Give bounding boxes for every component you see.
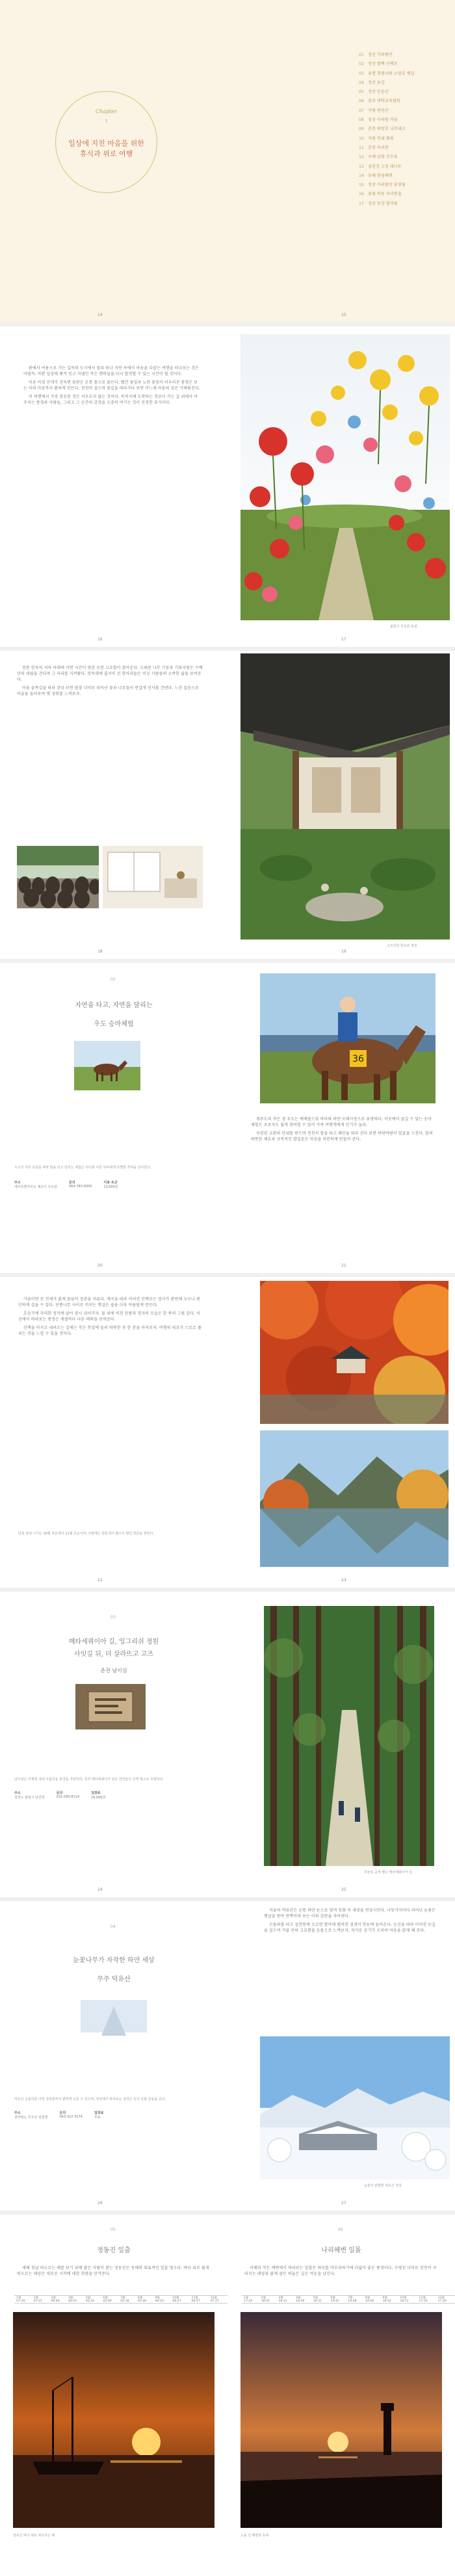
chapter-title-line2: 휴식과 위로 여행 <box>79 150 133 158</box>
info-cell <box>57 1791 79 1800</box>
paragraph: 겨울의 덕유산은 온통 하얀 눈으로 덮여 동화 속 세상을 연상시킨다. 나뭇가지마다 피어난 눈꽃은 햇살을 받아 반짝이며 보는 이의 감탄을 자아낸다. <box>264 1908 436 1919</box>
info-key: 문의 <box>56 1791 63 1795</box>
toc-label: 유림 하동 옥녀봉숲 <box>368 192 402 197</box>
page-number: 15 <box>341 313 346 317</box>
photo-caption: 노을 진 해변과 등대 <box>240 2534 269 2538</box>
info-key: 이용 요금 <box>103 1181 118 1185</box>
hanok-garden-photo <box>240 653 450 940</box>
child-on-horse-photo <box>260 973 436 1103</box>
paragraph: 전통 한옥의 처마 아래에 서면 시간이 멈춘 듯한 고요함이 찾아온다. 오래된 나무 기둥과 기와지붕은 수백 년의 세월을 견디며 그 자리를 지켜왔다. 장독대에 줄지어 선 항아리들은 이곳 사람들의 소박한 삶을 보여준다. <box>17 666 203 682</box>
chapter-label: Chapter <box>96 109 117 114</box>
toc-label: 춘천 의암호 나무데크 <box>368 127 406 132</box>
time-cell: 1월 07:39 <box>14 2296 32 2304</box>
toc-item[interactable] <box>359 181 415 190</box>
section-note: 우도의 푸른 초원을 따라 말을 타고 달리는 체험은 아이와 어른 모두에게 특별한 추억을 선사한다. <box>14 1166 151 1170</box>
toc-item[interactable] <box>359 172 415 181</box>
toc-number: 10 <box>359 136 364 141</box>
spread-autumn <box>0 1277 455 1588</box>
info-key: 주소 <box>14 1791 21 1795</box>
paragraph: 새해 첫날 떠오르는 해를 보기 위해 많은 사람이 찾는 정동진은 동해의 대표적인 일출 명소다. 바다 위로 붉게 떠오르는 태양은 새로운 시작에 대한 희망을 안겨준다. <box>17 2266 209 2276</box>
page-left <box>0 0 228 322</box>
info-key: 주소 <box>14 2111 21 2115</box>
section-title <box>228 2244 455 2254</box>
time-cell: 8월 05:40 <box>136 2296 153 2304</box>
toc-label: 정선 아리랑 마을 <box>368 118 398 123</box>
paragraph: 산책을 마치고 내려오는 길에는 작은 찻집에 들러 따뜻한 차 한 잔을 마셔보자. 여행의 피로가 스르르 풀리는 것을 느낄 수 있을 것이다. <box>18 1326 202 1336</box>
info-value: 16,000원 <box>91 1796 106 1800</box>
toc-number: 14 <box>359 173 364 178</box>
toc-number: 03 <box>359 71 364 76</box>
body-text <box>244 2265 437 2280</box>
body-text <box>17 2265 209 2280</box>
toc-item[interactable] <box>359 116 415 125</box>
flower-field-photo <box>240 334 450 620</box>
info-value: 10,000원 <box>103 1185 118 1189</box>
page-left <box>0 1901 228 2211</box>
page-number: 16 <box>98 637 103 642</box>
toc-number: 13 <box>359 164 364 169</box>
sunrise-ship-photo <box>13 2312 214 2528</box>
page-right <box>228 1277 455 1588</box>
time-cell: 10월 06:27 <box>170 2296 189 2304</box>
toc-number: 07 <box>359 108 364 113</box>
body-text <box>18 1296 203 1339</box>
toc-item[interactable] <box>359 144 415 153</box>
horse-field-photo <box>74 1041 140 1090</box>
spread-deogyusan <box>0 1901 455 2211</box>
toc-label: 정선 가리왕산 <box>368 53 393 57</box>
toc-label: 구례 남원 산수유 <box>368 155 398 160</box>
photo-caption: 눈꽃이 만발한 덕유산 정상 <box>364 2184 402 2188</box>
section-title-line1: 나리해변 일몰 <box>321 2247 361 2254</box>
time-cell: 5월 05:24 <box>84 2296 101 2304</box>
page-right <box>228 2215 455 2576</box>
info-key: 입장료 <box>94 2111 104 2115</box>
time-cell: 7월 05:18 <box>118 2296 136 2304</box>
toc-item[interactable] <box>359 97 415 106</box>
page-left <box>0 651 228 959</box>
info-value: 제주특별자치도 제주시 우도면 <box>14 1185 57 1189</box>
info-value: 063-322-3174 <box>59 2115 83 2119</box>
section-note: 남이섬은 사계절 내내 아름다운 풍경을 자랑하며, 특히 메타세쿼이아 길은 연인들의 산책 명소로 유명하다. <box>14 1778 164 1781</box>
toc-item[interactable] <box>359 60 415 69</box>
time-cell: 5월 19:21 <box>311 2296 329 2304</box>
sunrise-time-table <box>14 2295 228 2304</box>
page-left <box>0 2215 228 2576</box>
info-key: 입장료 <box>91 1791 101 1795</box>
spread-nami-island <box>0 1592 455 1897</box>
page-number: 17 <box>341 637 346 642</box>
toc-item[interactable] <box>359 125 415 134</box>
body-text <box>264 1908 437 1936</box>
paragraph: 숙련된 교관의 안내를 받으며 천천히 말을 타고 해안을 따라 걷다 보면 바닷바람이 얼굴을 스친다. 말의 따뜻한 체온과 규칙적인 발걸음은 마음을 차분하게 만들어 준다. <box>251 1131 433 1142</box>
section-title <box>0 1954 228 1983</box>
toc-label: 정선 동강 할미꽃 <box>368 201 398 206</box>
info-value: 무료 <box>94 2116 101 2120</box>
time-cell: 11월 06:57 <box>190 2296 209 2304</box>
info-cell <box>69 1180 92 1189</box>
page-number: 26 <box>98 2201 103 2205</box>
toc-number: 01 <box>359 53 364 57</box>
toc-label: 춘천 옥녀봉 <box>368 145 389 150</box>
section-title-line1: 자연을 타고, 자연을 달리는 <box>75 1002 153 1009</box>
page-right <box>228 1592 455 1897</box>
body-text <box>23 365 200 408</box>
paragraph: 이 여행에서 가장 중요한 것은 서두르지 않는 것이다. 목적지에 도착하는 것보다 가는 길 위에서 마주치는 풍경과 사람들, 그리고 그 순간의 감정을 소중히 여기는 것이 진정한 휴식이다. <box>23 395 198 405</box>
toc-label: 유명 청평사와 소양호 뱃길 <box>368 71 415 76</box>
svg-text:36: 36 <box>352 1054 364 1064</box>
chapter-toc <box>359 51 415 209</box>
info-value: 전라북도 무주군 설천면 <box>14 2116 48 2120</box>
paragraph: 이른 아침 안개가 걷히면 들판은 온통 꽃으로 물든다. 빨간 꽃잎과 노란 꽃잎이 어우러진 풍경은 보는 이의 마음까지 환하게 만든다. 천천히 걸으며 꽃길을 따라가다 보면 어느새 마음의 짐은 가벼워진다. <box>23 380 200 391</box>
paragraph: 서해의 작은 해변에서 바라보는 일몰은 하루를 마무리하기에 더없이 좋은 풍경이다. 수평선 너머로 천천히 사라지는 태양과 붉게 물든 하늘은 깊은 여운을 남긴다. <box>244 2266 437 2276</box>
paragraph: 마을 골목길을 따라 걷다 보면 담장 너머로 피어난 꽃과 나무들이 반갑게 인사를 건넨다. 느린 걸음으로 마을을 둘러보며 옛 정취를 느껴보자. <box>17 686 199 696</box>
page-right <box>228 963 455 1273</box>
toc-item[interactable] <box>359 190 415 199</box>
paragraph: 제주도의 작은 섬 우도는 에메랄드빛 바다와 하얀 모래사장으로 유명하다. 이곳에서 즐길 수 있는 승마체험은 초보자도 쉽게 참여할 수 있어 가족 여행객에게 인기가 높다. <box>251 1117 432 1127</box>
toc-number: 08 <box>359 118 364 123</box>
info-table <box>14 1180 209 1192</box>
page-number: 23 <box>341 1578 346 1583</box>
info-key: 문의 <box>59 2111 66 2115</box>
page-number: 21 <box>341 1263 346 1268</box>
photo-caption: 정동진 바다 위로 떠오르는 해 <box>13 2534 55 2538</box>
spread-hanok <box>0 651 455 959</box>
toc-label: 충주 대학교육림원 <box>368 99 400 104</box>
chapter-circle <box>55 91 157 193</box>
spread-udo-horse <box>0 963 455 1273</box>
toc-number: 04 <box>359 80 364 85</box>
toc-label: 가평 인내 화원 <box>368 136 394 141</box>
toc-item[interactable] <box>359 88 415 97</box>
time-cell: 4월 06:01 <box>66 2296 84 2304</box>
section-title <box>0 2244 228 2254</box>
page-right <box>228 0 455 322</box>
page-left <box>0 1592 228 1897</box>
lake-mountain-photo <box>260 1430 448 1567</box>
time-cell: 8월 19:29 <box>363 2296 381 2304</box>
toc-number: 09 <box>359 127 364 132</box>
time-cell: 2월 07:21 <box>32 2296 49 2304</box>
snow-tree-photo <box>81 2000 147 2045</box>
section-number: 06 <box>338 2228 343 2232</box>
toc-item[interactable] <box>359 163 415 172</box>
section-note: 덕유산 곤돌라를 타면 설천봉까지 편하게 오를 수 있으며, 정상에서 바라보는 설경은 잊지 못할 감동을 준다. <box>14 2097 166 2101</box>
toc-label: 정선 민둥산 <box>368 90 389 95</box>
info-cell <box>91 1791 105 1800</box>
info-key: 주소 <box>14 1181 21 1185</box>
section-title-line2: 우도 승마체험 <box>94 1021 134 1028</box>
toc-number: 11 <box>359 145 364 150</box>
section-title-line1: 메타세쿼이아 길, 잉그리쉬 정원 <box>68 1638 159 1646</box>
section-number: 04 <box>110 1925 116 1929</box>
page-number: 19 <box>341 949 346 954</box>
info-cell <box>14 2110 47 2120</box>
paragraph: 가을이면 산 전체가 붉게 물들어 장관을 이룬다. 계곡을 따라 이어진 산책로는 경사가 완만해 누구나 편안하게 걸을 수 있다. 단풍나무 사이로 비치는 햇살은 숲을 더욱 아름답게 만든다. <box>18 1297 200 1308</box>
time-cell: 1월 17:35 <box>242 2296 259 2304</box>
photo-caption: 하늘로 곧게 뻗은 메타세쿼이아 길 <box>364 1871 412 1874</box>
page-right <box>228 326 455 647</box>
body-text <box>251 1116 433 1145</box>
time-cell: 4월 18:56 <box>294 2296 311 2304</box>
toc-item[interactable] <box>359 70 415 79</box>
info-key: 문의 <box>68 1181 75 1185</box>
page-number: 24 <box>98 1887 103 1892</box>
sign-photo <box>75 1684 146 1729</box>
section-title <box>0 1636 228 1674</box>
spread-flowers <box>0 326 455 647</box>
toc-number: 06 <box>359 99 364 104</box>
section-title-line2: 무주 덕유산 <box>97 1976 131 1983</box>
toc-item[interactable] <box>359 153 415 162</box>
paragraph: 봄에서 여름으로 가는 길목의 도시에서 멀리 떠나 자연 속에서 마음을 다잡는 여행을 떠나보는 것은 어떨까. 바쁜 일상에 쫓겨 잊고 지냈던 작은 행복들을 다시 발견할 수 있는 시간이 될 것이다. <box>23 366 199 376</box>
snowy-peak-photo <box>260 2036 450 2179</box>
info-table <box>14 1791 209 1802</box>
info-value: 064-783-0000 <box>68 1185 92 1189</box>
info-table <box>14 2110 209 2122</box>
time-cell: 11월 17:35 <box>417 2296 436 2304</box>
toc-label: 동해 한섬해변 <box>368 173 393 178</box>
section-number: 03 <box>110 1615 116 1620</box>
time-cell: 2월 18:05 <box>259 2296 277 2304</box>
section-title-line1: 눈꽃나무가 자작한 하얀 세상 <box>73 1957 155 1964</box>
time-cell: 6월 19:42 <box>329 2296 346 2304</box>
time-cell: 6월 05:09 <box>101 2296 119 2304</box>
toc-number: 02 <box>359 62 364 67</box>
toc-label: 섬진강 고정 대나무 <box>368 164 402 169</box>
info-cell <box>14 1180 57 1189</box>
section-title-line2: 사잇길 뒤, 더 살라뜨고 고즈 <box>73 1651 154 1658</box>
toc-item[interactable] <box>359 51 415 60</box>
page-number: 25 <box>341 1887 346 1892</box>
toc-item[interactable] <box>359 107 415 116</box>
paragraph: 호숫가에 자리한 정자에 앉아 잠시 쉬어가자. 물 위에 비친 단풍과 정자의 모습은 한 폭의 그림 같다. 이곳에서 바라보는 풍경은 계절마다 다른 매력을 보여준다. <box>18 1311 200 1322</box>
time-cell: 10월 18:11 <box>398 2296 417 2304</box>
time-cell: 3월 18:31 <box>276 2296 294 2304</box>
toc-label: 정선 동강 <box>368 80 385 85</box>
sunset-lighthouse-photo <box>240 2312 442 2528</box>
section-note: 단풍 절정 시기는 10월 하순에서 11월 초순이며, 주말에는 방문객이 많으니 평일 방문을 권한다. <box>18 1532 154 1536</box>
toc-label: 가평 연인산 <box>368 108 389 113</box>
toc-number: 16 <box>359 192 364 197</box>
info-row <box>14 1791 209 1800</box>
page-number: 22 <box>98 1578 103 1583</box>
info-cell <box>14 1791 45 1800</box>
maple-pavilion-photo <box>260 1281 448 1424</box>
info-value: 031-580-8114 <box>56 1795 80 1799</box>
page-left <box>0 963 228 1273</box>
time-cell: 9월 18:52 <box>381 2296 398 2304</box>
toc-number: 17 <box>359 201 364 206</box>
page-right <box>228 651 455 959</box>
info-cell <box>94 2110 104 2120</box>
page-right <box>228 1901 455 2211</box>
paragraph: 곤돌라를 타고 설천봉에 오르면 발아래 펼쳐진 설경이 한눈에 들어온다. 능선을 따라 이어진 눈길을 걸으며 겨울 산의 고요함을 온몸으로 느껴보자. 차가운 공기가 오히려 마음을 맑게 해 준다. <box>264 1923 436 1933</box>
sunset-time-table <box>242 2295 455 2304</box>
page-number: 27 <box>341 2201 346 2205</box>
chapter-number: 1 <box>105 119 108 124</box>
info-value: 강원도 춘천시 남산면 <box>14 1796 45 1800</box>
section-number: 05 <box>110 2228 116 2232</box>
page-left <box>0 1277 228 1588</box>
section-title-line1: 정동진 일출 <box>97 2247 131 2254</box>
info-cell <box>59 2110 82 2120</box>
spread-chapter-opener <box>0 0 455 322</box>
toc-item[interactable] <box>359 79 415 88</box>
page-number: 20 <box>98 1263 103 1268</box>
time-cell: 9월 06:03 <box>153 2296 171 2304</box>
section-number: 02 <box>110 977 116 982</box>
time-cell: 3월 06:46 <box>49 2296 66 2304</box>
metasequoia-road-photo <box>264 1606 434 1866</box>
jar-terrace-photo <box>17 846 99 908</box>
section-title <box>0 999 228 1028</box>
time-cell: 12월 07:27 <box>209 2296 228 2304</box>
toc-number: 15 <box>359 183 364 188</box>
toc-item[interactable] <box>359 200 415 209</box>
time-cell: 12월 17:20 <box>436 2296 455 2304</box>
info-row <box>14 2110 209 2120</box>
toc-label: 정선 함백 산책로 <box>368 62 398 67</box>
page-number: 14 <box>98 313 103 317</box>
section-subtitle: 춘천 남이섬 <box>100 1668 127 1674</box>
page-number: 18 <box>98 949 103 954</box>
toc-item[interactable] <box>359 135 415 144</box>
spread-sunrise-sunset <box>0 2215 455 2576</box>
toc-number: 05 <box>359 90 364 95</box>
body-text <box>17 665 203 700</box>
info-cell <box>103 1180 118 1189</box>
photo-caption: 고즈넉한 한옥의 정원 <box>387 944 417 948</box>
time-cell: 7월 19:48 <box>346 2296 363 2304</box>
toc-number: 12 <box>359 155 364 160</box>
tea-room-photo <box>103 846 203 908</box>
chapter-title-line1: 일상에 지친 마음을 위한 <box>68 139 144 148</box>
info-row <box>14 1180 209 1189</box>
page-left <box>0 326 228 647</box>
photo-caption: 봄꽃이 가득한 들판 <box>390 625 417 629</box>
toc-label: 정선 가리왕산 휴양림 <box>368 183 406 188</box>
chapter-title <box>56 138 157 159</box>
